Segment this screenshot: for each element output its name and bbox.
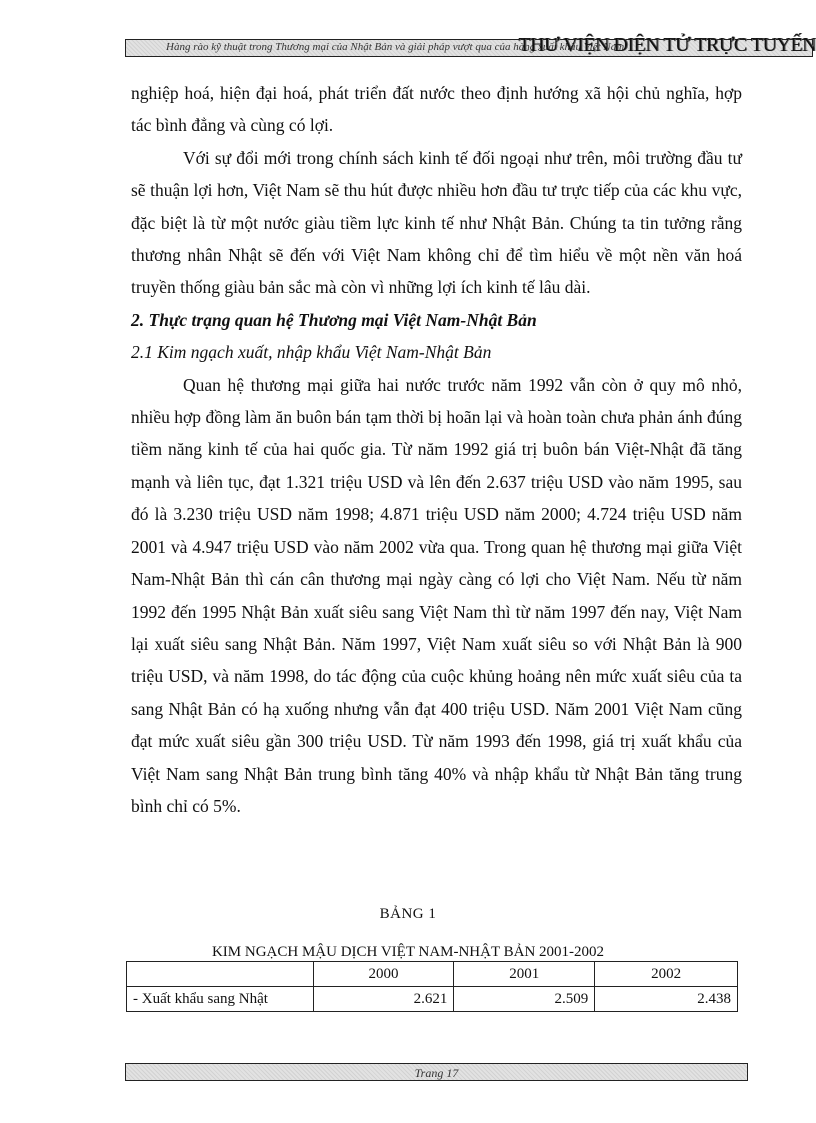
table-cell: 2.621: [313, 987, 454, 1012]
table-header-row: [127, 962, 738, 987]
page-number: Trang 17: [414, 1066, 459, 1080]
paragraph-3: Quan hệ thương mại giữa hai nước trước năm 1992 vẫn còn ở quy mô nhỏ, nhiều hợp đồng làm ăn buôn bán tạm thời bị hoãn lại và hoàn toàn chưa phản ánh đúng tiềm năng kinh tế của hai quốc gia. Từ năm 1992 giá trị buôn bán Việt-Nhật đã tăng mạnh và liên tục, đạt 1.321 triệu USD và lên đến 2.637 triệu USD vào năm 1995, sau đó là 3.230 triệu USD năm 1998; 4.871 triệu USD năm 2000; 4.724 triệu USD năm 2001 và 4.947 triệu USD vào năm 2002 vừa qua. Trong quan hệ thương mại giữa Việt Nam-Nhật Bản thì cán cân thương mại ngày càng có lợi cho Việt Nam. Nếu từ năm 1992 đến 1995 Nhật Bản xuất siêu sang Việt Nam thì từ năm 1997 đến nay, Việt Nam lại xuất siêu sang Nhật Bản. Năm 1997, Việt Nam xuất siêu so với Nhật Bản là 900 triệu USD, và năm 1998, do tác động của cuộc khủng hoảng nên mức xuất siêu của ta sang Nhật Bản có hạ xuống nhưng vẫn đạt 400 triệu USD. Năm 2001 Việt Nam cũng đạt mức xuất siêu gần 300 triệu USD. Từ năm 1993 đến 1998, giá trị xuất khẩu của Việt Nam sang Nhật Bản trung bình tăng 40% và nhập khẩu từ Nhật Bản tăng trung bình chỉ có 5%.: [131, 374, 742, 816]
table-row-label: - Xuất khẩu sang Nhật: [127, 987, 314, 1012]
table-cell: 2.509: [454, 987, 595, 1012]
table-row: [127, 987, 738, 1012]
watermark-text: THƯ VIỆN ĐIỆN TỬ TRỰC TUYẾN: [518, 34, 816, 56]
running-header-title: Hàng rào kỹ thuật trong Thương mại của Nhật Bản và giải pháp vượt qua của hàng xuất khẩu Việt Nam: [166, 41, 625, 53]
table-header-cell: 2000: [313, 962, 454, 987]
table-cell: 2.438: [595, 987, 738, 1012]
paragraph-2: Với sự đổi mới trong chính sách kinh tế đối ngoại như trên, môi trường đầu tư sẽ thuận lợi hơn, Việt Nam sẽ thu hút được nhiều hơn đầu tư trực tiếp của các khu vực, đặc biệt là từ một nước giàu tiềm lực kinh tế như Nhật Bản. Chúng ta tin tưởng rằng thương nhân Nhật sẽ đến với Việt Nam không chỉ để tìm hiểu về một nền văn hoá truyền thống giàu bản sắc mà còn vì những lợi ích kinh tế lâu dài.: [131, 147, 742, 298]
trade-table: [126, 961, 738, 1012]
table-header-cell: 2002: [595, 962, 738, 987]
page-body: [131, 77, 742, 822]
table-title: KIM NGẠCH MẬU DỊCH VIỆT NAM-NHẬT BẢN 2001-2002: [211, 944, 605, 960]
paragraph-1: nghiệp hoá, hiện đại hoá, phát triển đất nước theo định hướng xã hội chủ nghĩa, hợp tác bình đẳng và cùng có lợi.: [131, 83, 742, 136]
subsection-heading-2-1: 2.1 Kim ngạch xuất, nhập khẩu Việt Nam-Nhật Bản: [131, 342, 492, 363]
section-heading-2: 2. Thực trạng quan hệ Thương mại Việt Nam-Nhật Bản: [131, 309, 537, 330]
table-header-cell: [127, 962, 314, 987]
table-label: BẢNG 1: [379, 906, 437, 922]
running-header: [125, 34, 816, 57]
table-header-cell: 2001: [454, 962, 595, 987]
page-footer: [125, 1063, 748, 1081]
